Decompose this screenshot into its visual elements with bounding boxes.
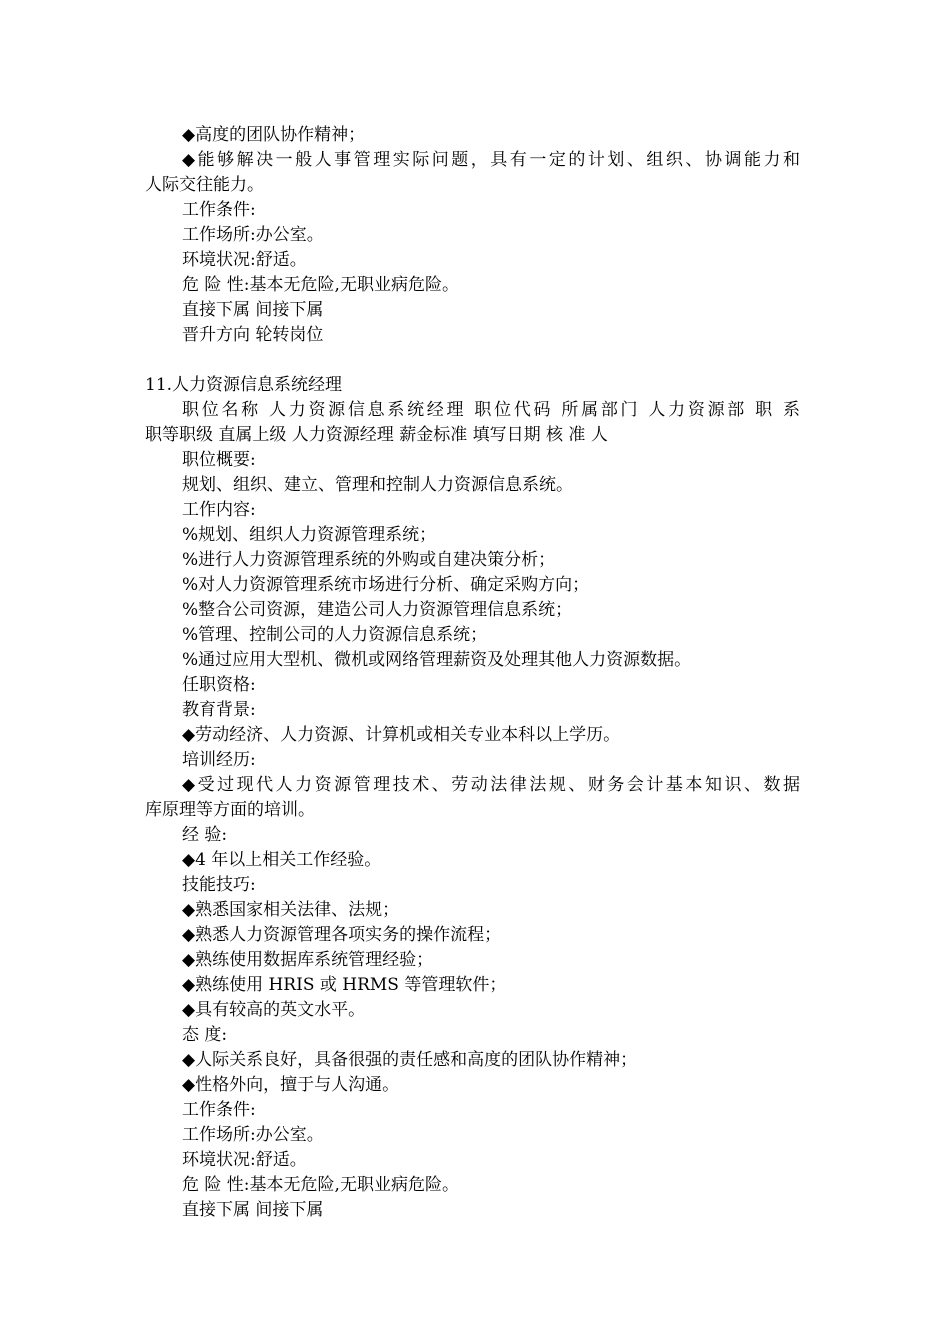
- problem-solving-item-line2: 人际交往能力。: [145, 175, 264, 195]
- work-conditions-label: 工作条件:: [182, 200, 256, 220]
- document-body: [145, 123, 800, 1223]
- training-item-line2: 库原理等方面的培训。: [145, 800, 315, 820]
- duty-item: %对人力资源管理系统市场进行分析、确定采购方向；: [182, 575, 590, 595]
- environment-text: 环境状况:舒适。: [182, 1150, 307, 1170]
- education-label: 教育背景:: [182, 700, 256, 720]
- skill-item: ◆熟练使用数据库系统管理经验；: [182, 950, 434, 970]
- duty-item: %整合公司资源，建造公司人力资源管理信息系统；: [182, 600, 573, 620]
- hazard-text: 危 险 性:基本无危险,无职业病危险。: [182, 275, 459, 295]
- education-item: ◆劳动经济、人力资源、计算机或相关专业本科以上学历。: [182, 725, 621, 745]
- duties-label: 工作内容:: [182, 500, 256, 520]
- experience-label: 经 验:: [182, 825, 228, 845]
- problem-solving-item-line1: ◆能够解决一般人事管理实际问题，具有一定的计划、组织、协调能力和: [182, 150, 800, 170]
- position-header-line2: 职等职级 直属上级 人力资源经理 薪金标准 填写日期 核 准 人: [145, 425, 608, 445]
- position-header-line1: 职位名称 人力资源信息系统经理 职位代码 所属部门 人力资源部 职 系: [182, 400, 800, 420]
- training-label: 培训经历:: [182, 750, 256, 770]
- section-heading: 11.人力资源信息系统经理: [145, 375, 343, 395]
- duty-item: %进行人力资源管理系统的外购或自建决策分析；: [182, 550, 556, 570]
- teamwork-item: ◆高度的团队协作精神；: [182, 125, 366, 145]
- workplace-text: 工作场所:办公室。: [182, 225, 324, 245]
- overview-text: 规划、组织、建立、管理和控制人力资源信息系统。: [182, 475, 573, 495]
- duty-item: %管理、控制公司的人力资源信息系统；: [182, 625, 488, 645]
- overview-label: 职位概要:: [182, 450, 256, 470]
- qualifications-label: 任职资格:: [182, 675, 256, 695]
- work-conditions-label: 工作条件:: [182, 1100, 256, 1120]
- skill-item: ◆熟悉国家相关法律、法规；: [182, 900, 400, 920]
- blank-line: [145, 348, 800, 373]
- training-item-line1: ◆受过现代人力资源管理技术、劳动法律法规、财务会计基本知识、数据: [182, 775, 800, 795]
- duty-item: %规划、组织人力资源管理系统；: [182, 525, 437, 545]
- skill-item: ◆熟练使用 HRIS 或 HRMS 等管理软件；: [182, 975, 507, 995]
- duty-item: %通过应用大型机、微机或网络管理薪资及处理其他人力资源数据。: [182, 650, 692, 670]
- environment-text: 环境状况:舒适。: [182, 250, 307, 270]
- attitude-item: ◆人际关系良好，具备很强的责任感和高度的团队协作精神；: [182, 1050, 638, 1070]
- skill-item: ◆熟悉人力资源管理各项实务的操作流程；: [182, 925, 502, 945]
- skills-label: 技能技巧:: [182, 875, 256, 895]
- skill-item: ◆具有较高的英文水平。: [182, 1000, 366, 1020]
- attitude-item: ◆性格外向，擅于与人沟通。: [182, 1075, 400, 1095]
- workplace-text: 工作场所:办公室。: [182, 1125, 324, 1145]
- attitude-label: 态 度:: [182, 1025, 228, 1045]
- experience-item: ◆4 年以上相关工作经验。: [182, 850, 382, 870]
- subordinates-text: 直接下属 间接下属: [182, 300, 324, 320]
- subordinates-text: 直接下属 间接下属: [182, 1200, 324, 1220]
- promotion-text: 晋升方向 轮转岗位: [182, 325, 324, 345]
- hazard-text: 危 险 性:基本无危险,无职业病危险。: [182, 1175, 459, 1195]
